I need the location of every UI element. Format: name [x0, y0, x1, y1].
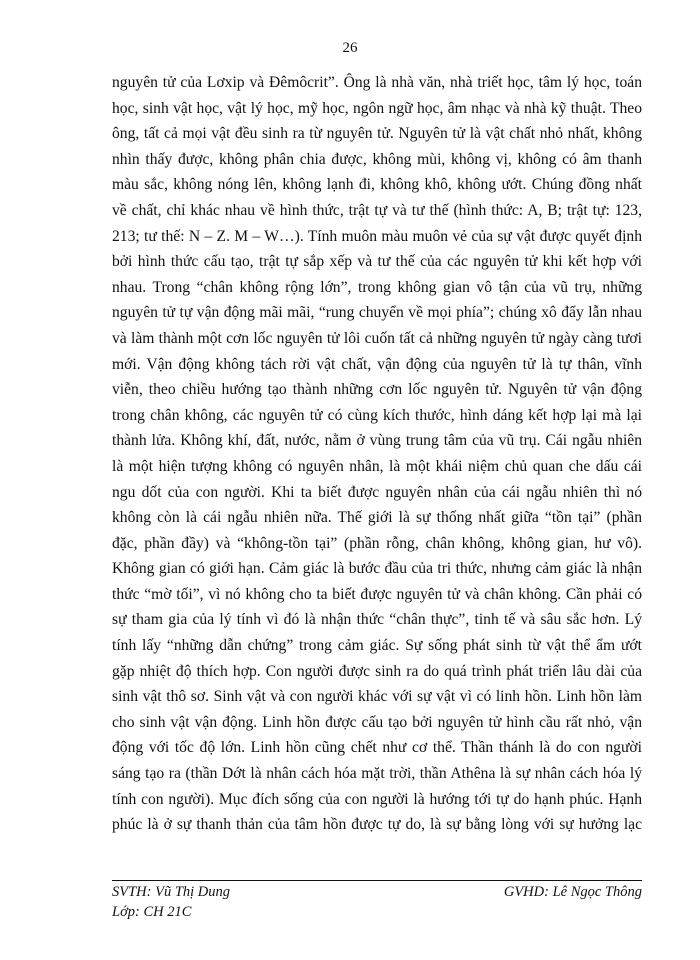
text-line-23: tính lấy “những dẫn chứng” trong cảm giác. Sự sống phát sinh từ vật thể ẩm ướt: [112, 637, 642, 655]
text-line-22: sự tham gia của lý tính vì đó là nhận thức “chân thực”, tinh tế và sâu sắc hơn. Lý: [112, 611, 642, 629]
text-line-24: gặp nhiệt độ thích hợp. Con người được sinh ra do quá trình phát triển lâu dài của: [112, 662, 642, 680]
text-line-1: nguyên tử của Lơxip và Đêmôcrit”. Ông là nhà văn, nhà triết học, tâm lý học, toán: [112, 74, 642, 91]
footer-student: SVTH: Vũ Thị Dung: [112, 884, 231, 900]
text-line-25: sinh vật thô sơ. Sinh vật và con người khác với sự vật vì có linh hồn. Linh hồn làm: [112, 688, 642, 706]
text-line-2: học, sinh vật học, vật lý học, mỹ học, ngôn ngữ học, âm nhạc và nhà kỹ thuật. Theo: [112, 99, 642, 117]
text-line-3: ông, tất cả mọi vật đều sinh ra từ nguyên tử. Nguyên tử là vật chất nhỏ nhất, không: [112, 125, 642, 143]
text-line-11: và làm thành một cơn lốc nguyên tử lôi cuốn tất cả những nguyên tử ngày càng tươi: [112, 329, 642, 347]
text-line-17: ngu dốt của con người. Khi ta biết được nguyên nhân của cái ngẫu nhiên thì nó: [112, 483, 642, 501]
footer-advisor: GVHD: Lê Ngọc Thông: [503, 884, 642, 900]
text-line-27: động với tốc độ lớn. Linh hồn cũng chết như cơ thể. Thần thánh là do con người: [112, 739, 642, 757]
text-line-8: bởi hình thức cấu tạo, trật tự sắp xếp và tư thế của các nguyên tử khi kết hợp với: [112, 253, 642, 271]
footer-class: Lớp: CH 21C: [112, 904, 192, 920]
text-line-21: thức “mờ tối”, vì nó không cho ta biết được nguyên tử và chân không. Cần phải có: [112, 585, 642, 603]
text-line-26: cho sinh vật vận động. Linh hồn được cấu tạo bởi nguyên tử hình cầu rất nhỏ, vận: [112, 713, 642, 731]
text-line-14: trong chân không, các nguyên tử có cùng kích thước, hình dáng kết hợp lại mà lại: [112, 406, 642, 424]
text-line-13: viễn, theo chiều hướng tạo thành những cơn lốc nguyên tử. Nguyên tử vận động: [112, 381, 642, 399]
text-line-15: thành lửa. Không khí, đất, nước, nằm ở vùng trung tâm của vũ trụ. Cái ngẫu nhiên: [112, 432, 642, 450]
text-line-19: đặc, phần đầy) và “không-tồn tại” (phần rỗng, chân không, không gian, hư vô).: [112, 534, 642, 552]
page-number: 26: [342, 40, 358, 56]
text-line-5: màu sắc, không nóng lên, không lạnh đi, không khô, không ướt. Chúng đồng nhất: [112, 176, 642, 194]
text-line-7: 213; tư thế: N – Z. M – W…). Tính muôn màu muôn vẻ của sự vật được quyết định: [112, 227, 642, 245]
text-line-20: Không gian có giới hạn. Cảm giác là bước đầu của tri thức, nhưng cảm giác là nhận: [112, 560, 642, 578]
body-paragraph: [112, 70, 642, 838]
text-line-6: về chất, chỉ khác nhau về hình thức, trật tự và tư thế (hình thức: A, B; trật tự: 123,: [112, 201, 642, 219]
text-line-18: không còn là cái ngẫu nhiên nữa. Thế giới là sự thống nhất giữa “tồn tại” (phần: [112, 509, 642, 527]
text-line-30: phúc là ở sự thanh thản của tâm hồn được tự do, là sự bằng lòng với sự hưởng lạc: [112, 816, 642, 834]
footer-divider: [112, 880, 642, 881]
text-line-9: nhau. Trong “chân không rộng lớn”, trong không gian vô tận của vũ trụ, những: [112, 278, 642, 296]
text-line-16: là một hiện tượng không có nguyên nhân, là một khái niệm chủ quan che dấu cái: [112, 457, 642, 475]
text-line-10: nguyên tử tự vận động mãi mãi, “rung chuyển về mọi phía”; chúng xô đẩy lẫn nhau: [112, 304, 642, 322]
text-line-28: sáng tạo ra (thần Dớt là nhân cách hóa mặt trời, thần Athêna là sự nhân cách hóa lý: [112, 765, 642, 783]
text-line-4: nhìn thấy được, không phân chia được, không mùi, không vị, không có âm thanh: [112, 150, 642, 168]
text-line-12: mới. Vận động không tách rời vật chất, vận động của nguyên tử là tự thân, vĩnh: [112, 355, 642, 373]
text-line-29: tính con người). Mục đích sống của con người là hướng tới tự do hạnh phúc. Hạnh: [112, 790, 642, 808]
